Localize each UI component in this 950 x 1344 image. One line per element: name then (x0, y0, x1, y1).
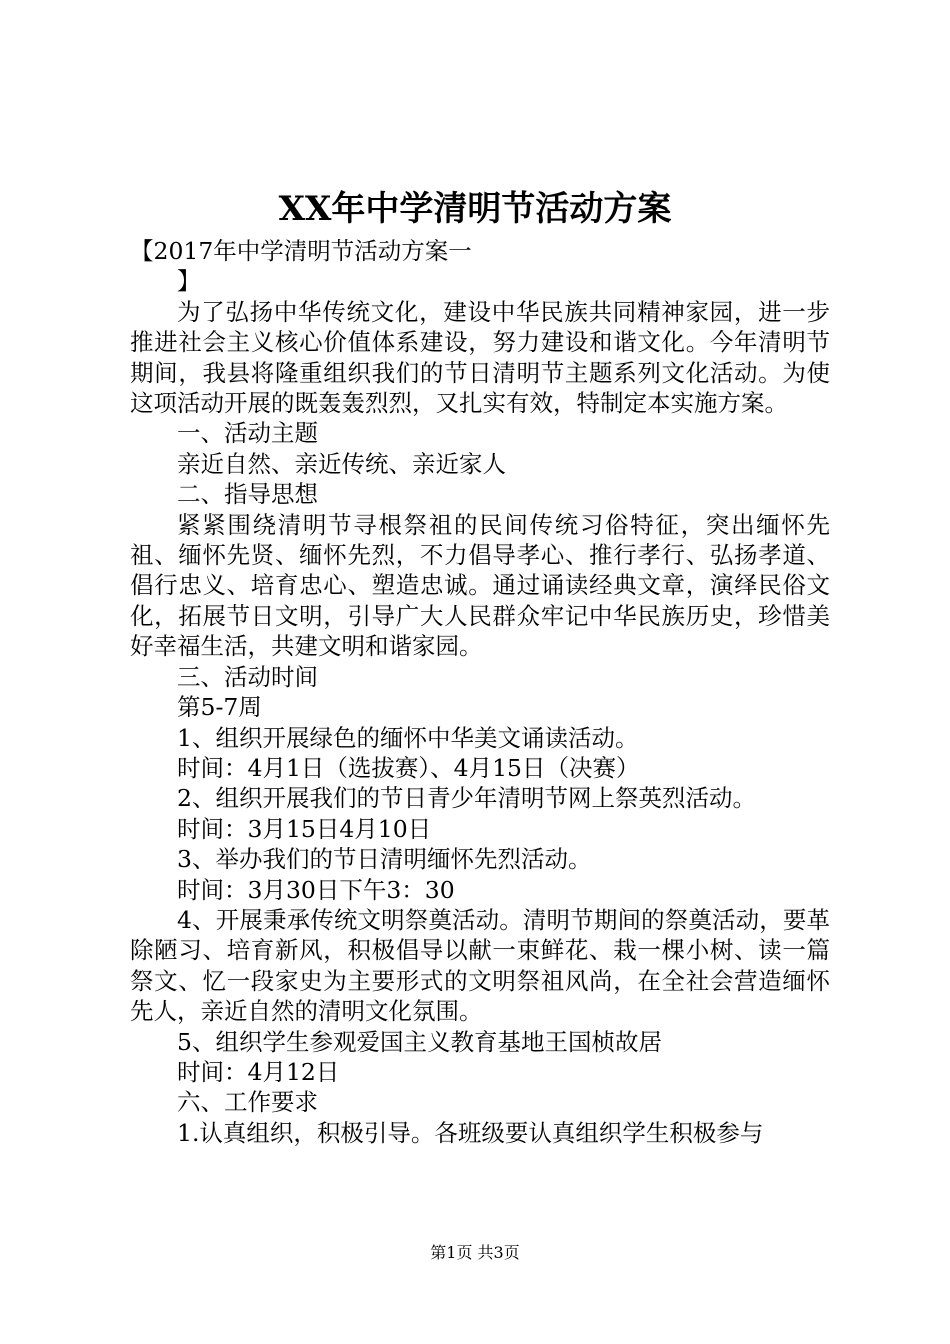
paragraph-guidance: 紧紧围绕清明节寻根祭祖的民间传统习俗特征，突出缅怀先祖、缅怀先贤、缅怀先烈，不力倡导孝心、推行孝行、弘扬孝道、倡行忠义、培育忠心、塑造忠诚。通过诵读经典文章，演绎民俗文化，拓展节日文明，引导广大人民群众牢记中华民族历史，珍惜美好幸福生活，共建文明和谐家园。 (130, 510, 830, 661)
activity-time-1: 时间：4月1日（选拔赛）、4月15日（决赛） (177, 753, 640, 782)
activity-item-1: 1、组织开展绿色的缅怀中华美文诵读活动。 (177, 723, 639, 752)
document-body (130, 236, 830, 1148)
activity-item-3: 3、举办我们的节日清明缅怀先烈活动。 (177, 845, 592, 874)
activity-item-5: 5、组织学生参观爱国主义教育基地王国桢故居 (177, 1027, 662, 1056)
activity-item-4: 4、开展秉承传统文明祭奠活动。清明节期间的祭奠活动，要革除陋习、培育新风，积极倡导以献一束鲜花、栽一棵小树、读一篇祭文、忆一段家史为主要形式的文明祭祖风尚，在全社会营造缅怀先人，亲近自然的清明文化氛围。 (130, 905, 830, 1026)
activity-time-5: 时间：4月12日 (177, 1057, 340, 1086)
paragraph-intro: 为了弘扬中华传统文化，建设中华民族共同精神家园，进一步推进社会主义核心价值体系建设，努力建设和谐文化。今年清明节期间，我县将隆重组织我们的节日清明节主题系列文化活动。为使这项活动开展的既轰轰烈烈，又扎实有效，特制定本实施方案。 (130, 297, 830, 418)
page-number-footer: 第1页 共3页 (430, 1243, 520, 1262)
paragraph-weeks: 第5-7周 (177, 693, 262, 722)
section-heading-time: 三、活动时间 (177, 662, 318, 691)
section-heading-guidance: 二、指导思想 (177, 480, 318, 509)
paragraph-subtitle: 【2017年中学清明节活动方案一 (130, 237, 472, 265)
paragraph-theme: 亲近自然、亲近传统、亲近家人 (177, 449, 506, 478)
activity-item-2: 2、组织开展我们的节日青少年清明节网上祭英烈活动。 (177, 784, 756, 813)
requirement-item-1: 1.认真组织，积极引导。各班级要认真组织学生积极参与 (177, 1118, 764, 1147)
activity-time-2: 时间：3月15日4月10日 (177, 814, 432, 843)
activity-time-3: 时间：3月30日下午3：30 (177, 875, 455, 904)
section-heading-theme: 一、活动主题 (177, 419, 318, 448)
document-title: XX年中学清明节活动方案 (278, 189, 672, 229)
paragraph-subtitle-bracket: 】 (177, 267, 201, 296)
section-heading-requirements: 六、工作要求 (177, 1088, 318, 1117)
